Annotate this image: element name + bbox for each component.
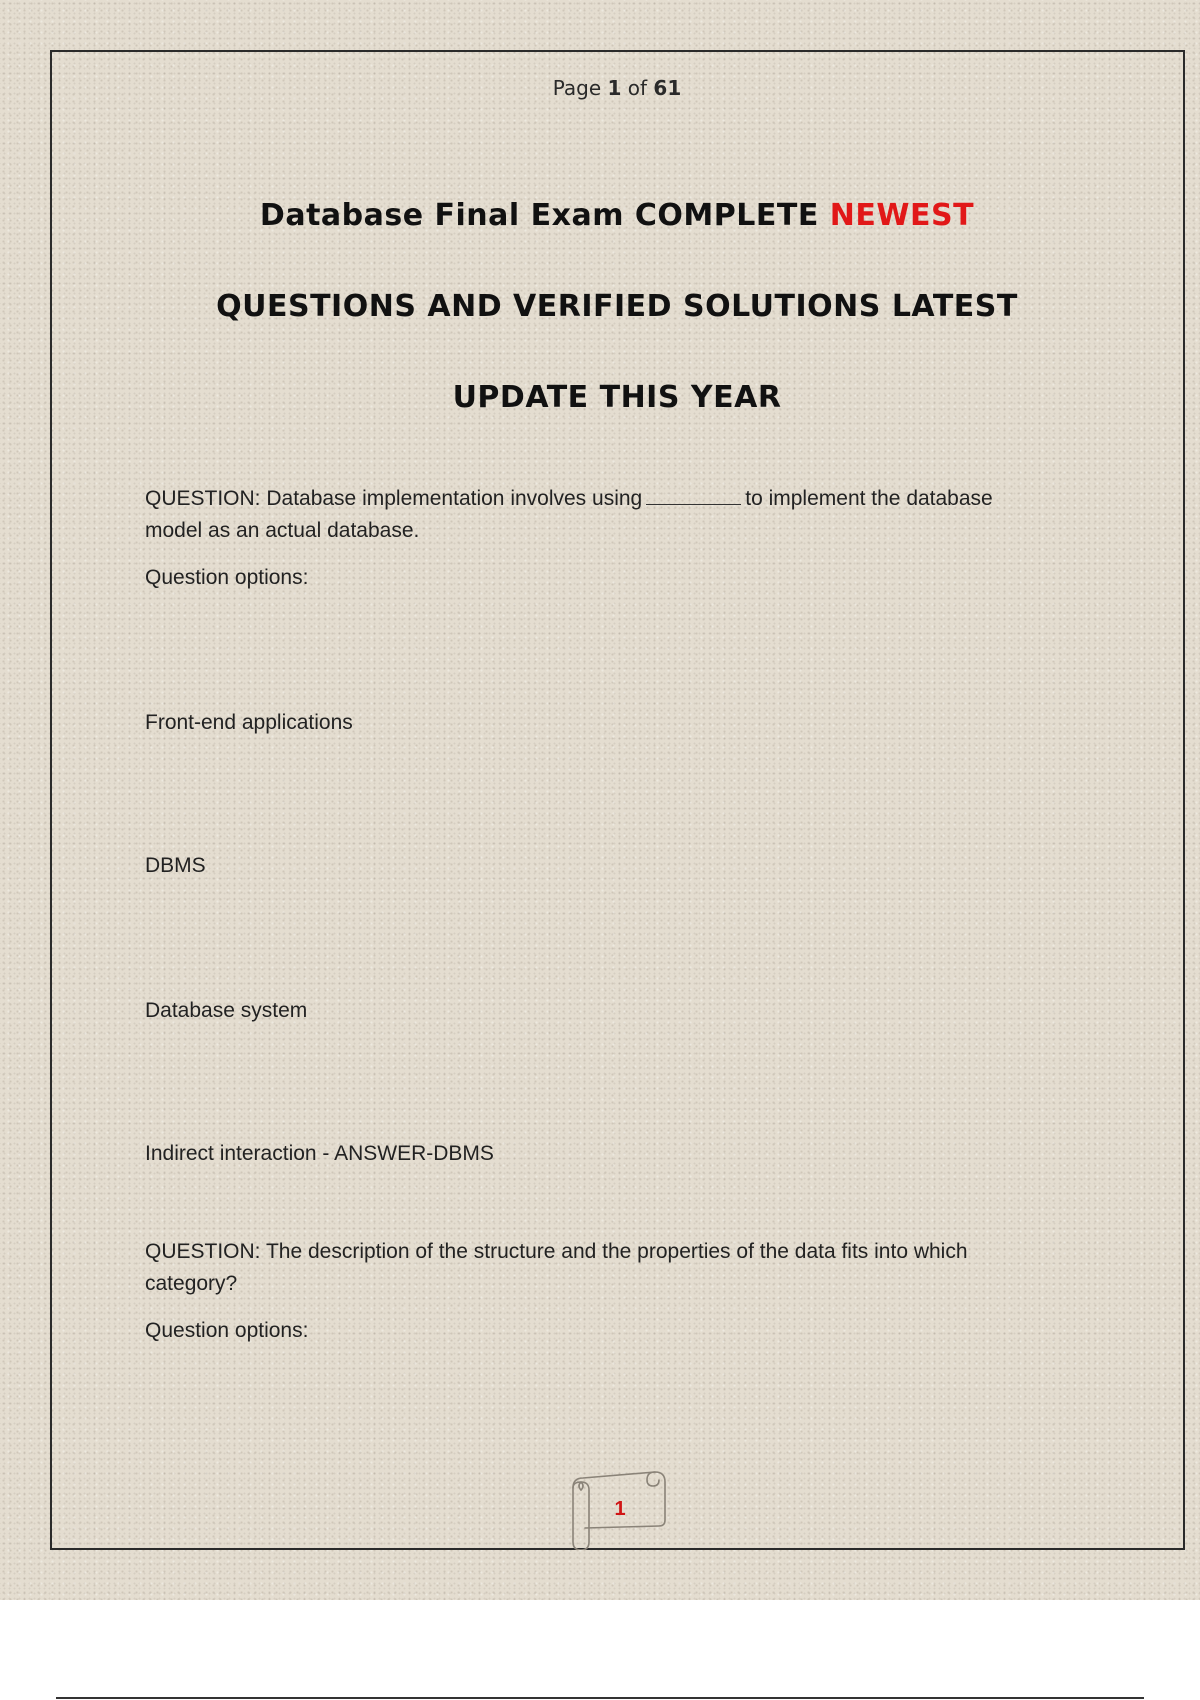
current-page-number: 1: [607, 76, 622, 100]
question-1-text-before-blank: QUESTION: Database implementation involves using: [145, 487, 643, 510]
footer-page-number: 1: [614, 1498, 626, 1520]
option-item: DBMS: [145, 854, 206, 877]
question-2-options-label: Question options:: [145, 1319, 309, 1342]
title-black-text: Database Final Exam COMPLETE: [259, 198, 819, 233]
page-indicator: [0, 76, 1200, 100]
question-1-options-label: Question options:: [145, 566, 309, 589]
document-title-line-3: UPDATE THIS YEAR: [452, 380, 782, 415]
document-title-line-1: [0, 198, 1200, 233]
total-pages-number: 61: [653, 76, 682, 100]
option-item: Front-end applications: [145, 711, 353, 734]
title-red-text: NEWEST: [829, 198, 975, 233]
question-1-text: [145, 483, 1065, 547]
document-title-line-2: QUESTIONS AND VERIFIED SOLUTIONS LATEST: [216, 289, 1018, 324]
bottom-divider: [56, 1697, 1144, 1699]
option-item-with-answer: Indirect interaction - ANSWER-DBMS: [145, 1142, 494, 1165]
page-word: Page: [552, 76, 602, 100]
fill-in-blank: [646, 484, 741, 505]
question-2-text-line-1: QUESTION: The description of the structure and the properties of the data fits into which: [145, 1240, 968, 1263]
question-2-text: [145, 1236, 1065, 1300]
question-2-text-line-2: category?: [145, 1272, 238, 1295]
of-word: of: [627, 76, 648, 100]
question-1-text-after-blank: to implement the database: [745, 487, 993, 510]
question-1-text-line-2: model as an actual database.: [145, 519, 420, 542]
option-item: Database system: [145, 999, 308, 1022]
